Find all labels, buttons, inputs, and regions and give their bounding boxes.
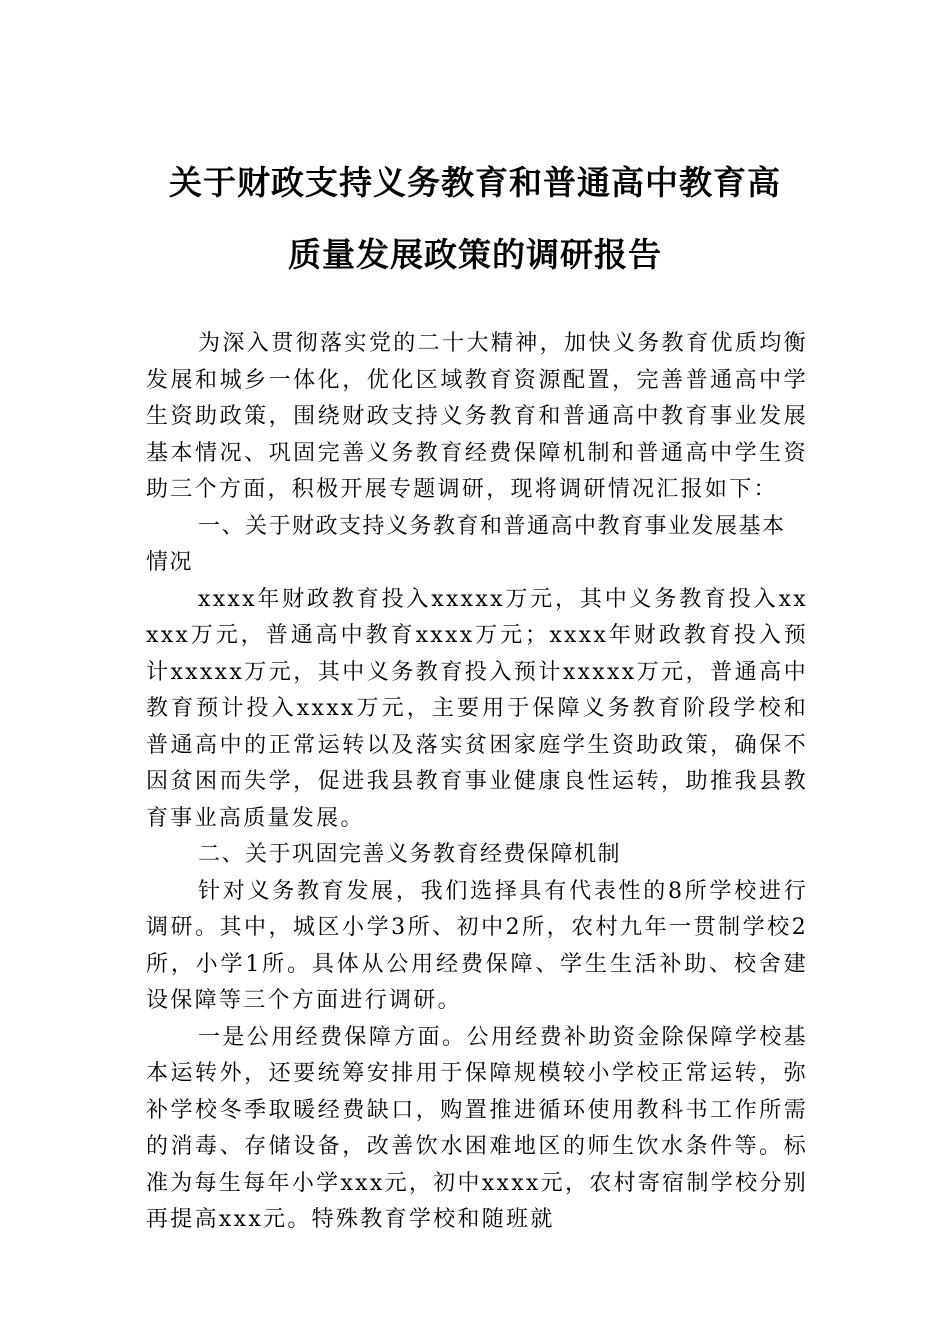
public-funds-paragraph: 一是公用经费保障方面。公用经费补助资金除保障学校基本运转外，还要统筹安排用于保障规模较小学校正常运转，弥补学校冬季取暖经费缺口，购置推进循环使用教科书工作所需的消毒、存储设备，改善饮水困难地区的师生饮水条件等。标准为每生每年小学xxx元，初中xxxx元，农村寄宿制学校分别再提高xxx元。特殊教育学校和随班就	[146, 1024, 808, 1232]
document-title-line-1: 关于财政支持义务教育和普通高中教育高	[169, 163, 781, 202]
document-body	[146, 326, 808, 1239]
survey-paragraph: 针对义务教育发展，我们选择具有代表性的8所学校进行调研。其中，城区小学3所、初中2所，农村九年一贯制学校2所，小学1所。具体从公用经费保障、学生生活补助、校舍建设保障等三个方面进行调研。	[146, 878, 808, 1013]
budget-paragraph: xxxx年财政教育投入xxxxx万元，其中义务教育投入xxxxx万元，普通高中教育xxxx万元；xxxx年财政教育投入预计xxxxx万元，其中义务教育投入预计xxxxx万元，普通高中教育预计投入xxxx万元，主要用于保障义务教育阶段学校和普通高中的正常运转以及落实贫困家庭学生资助政策，确保不因贫困而失学，促进我县教育事业健康良性运转，助推我县教育事业高质量发展。	[146, 586, 808, 831]
intro-paragraph: 为深入贯彻落实党的二十大精神，加快义务教育优质均衡发展和城乡一体化，优化区域教育资源配置，完善普通高中学生资助政策，围绕财政支持义务教育和普通高中教育事业发展基本情况、巩固完善义务教育经费保障机制和普通高中学生资助三个方面，积极开展专题调研，现将调研情况汇报如下：	[146, 331, 808, 502]
section-heading-1: 一、关于财政支持义务教育和普通高中教育事业发展基本情况	[146, 513, 786, 575]
document-title-line-2: 质量发展政策的调研报告	[288, 235, 662, 274]
section-heading-2: 二、关于巩固完善义务教育经费保障机制	[198, 842, 622, 867]
